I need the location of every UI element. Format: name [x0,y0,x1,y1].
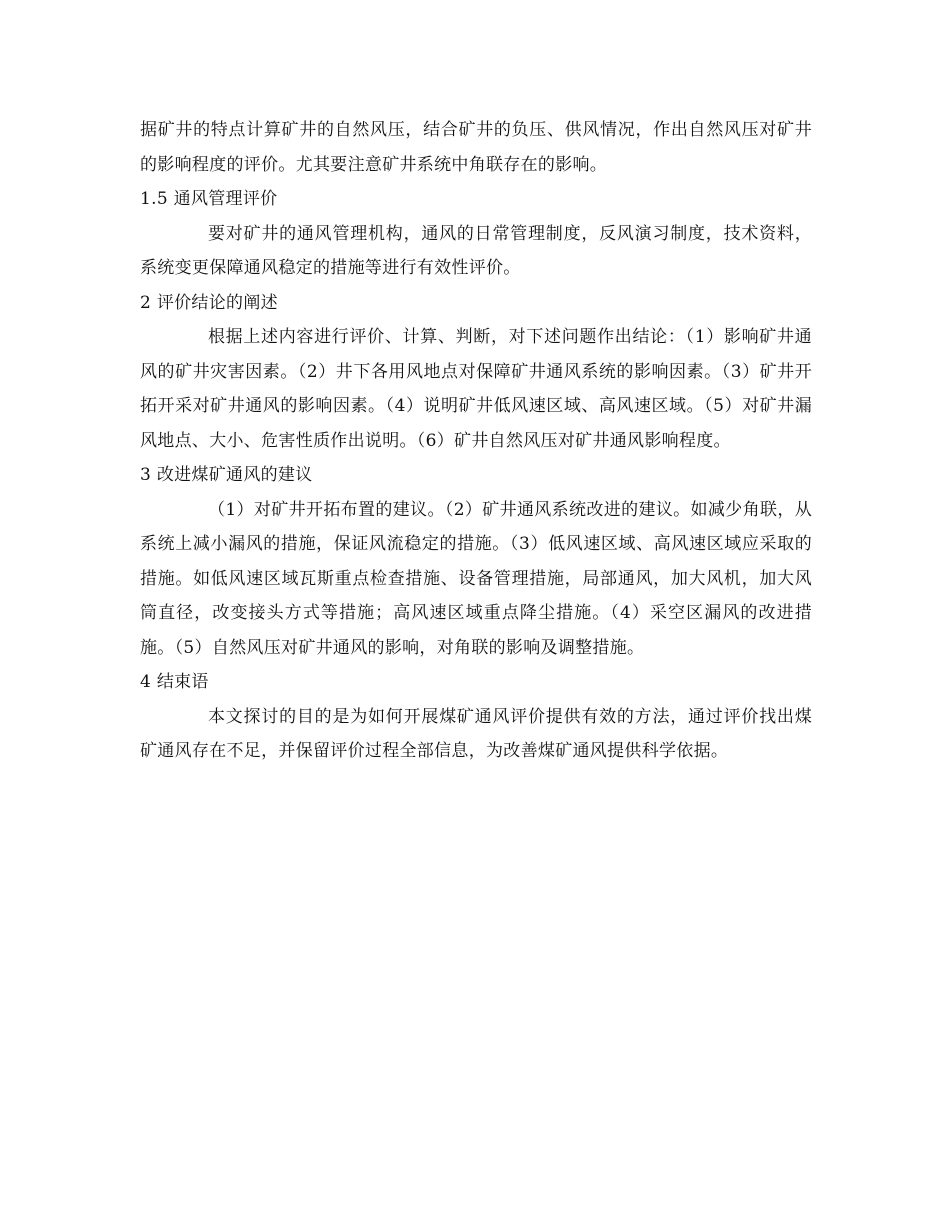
paragraph-ventilation-management: 要对矿井的通风管理机构，通风的日常管理制度，反风演习制度，技术资料，系统变更保障通风稳定的措施等进行有效性评价。 [140,223,812,278]
heading-1-5: 1.5 通风管理评价 [140,189,278,209]
heading-4: 4 结束语 [140,672,209,692]
paragraph-suggestions: （1）对矿井开拓布置的建议。（2）矿井通风系统改进的建议。如减少角联，从系统上减小漏风的措施，保证风流稳定的措施。（3）低风速区域、高风速区域应采取的措施。如低风速区域瓦斯重点检查措施、设备管理措施，局部通风，加大风机，加大风筒直径，改变接头方式等措施；高风速区域重点降尘措施。（4）采空区漏风的改进措施。（5）自然风压对矿井通风的影响，对角联的影响及调整措施。 [140,499,812,658]
paragraph-closing: 本文探讨的目的是为如何开展煤矿通风评价提供有效的方法，通过评价找出煤矿通风存在不足，并保留评价过程全部信息，为改善煤矿通风提供科学依据。 [140,706,812,761]
document-body [140,113,812,769]
heading-2: 2 评价结论的阐述 [140,292,278,313]
heading-3: 3 改进煤矿通风的建议 [140,465,313,485]
paragraph-natural-pressure: 据矿井的特点计算矿井的自然风压，结合矿井的负压、供风情况，作出自然风压对矿井的影响程度的评价。尤其要注意矿井系统中角联存在的影响。 [140,120,812,175]
paragraph-conclusions: 根据上述内容进行评价、计算、判断，对下述问题作出结论：（1）影响矿井通风的矿井灾害因素。（2）井下各用风地点对保障矿井通风系统的影响因素。（3）矿井开拓开采对矿井通风的影响因素。（4）说明矿井低风速区域、高风速区域。（5）对矿井漏风地点、大小、危害性质作出说明。（6）矿井自然风压对矿井通风影响程度。 [140,327,812,451]
